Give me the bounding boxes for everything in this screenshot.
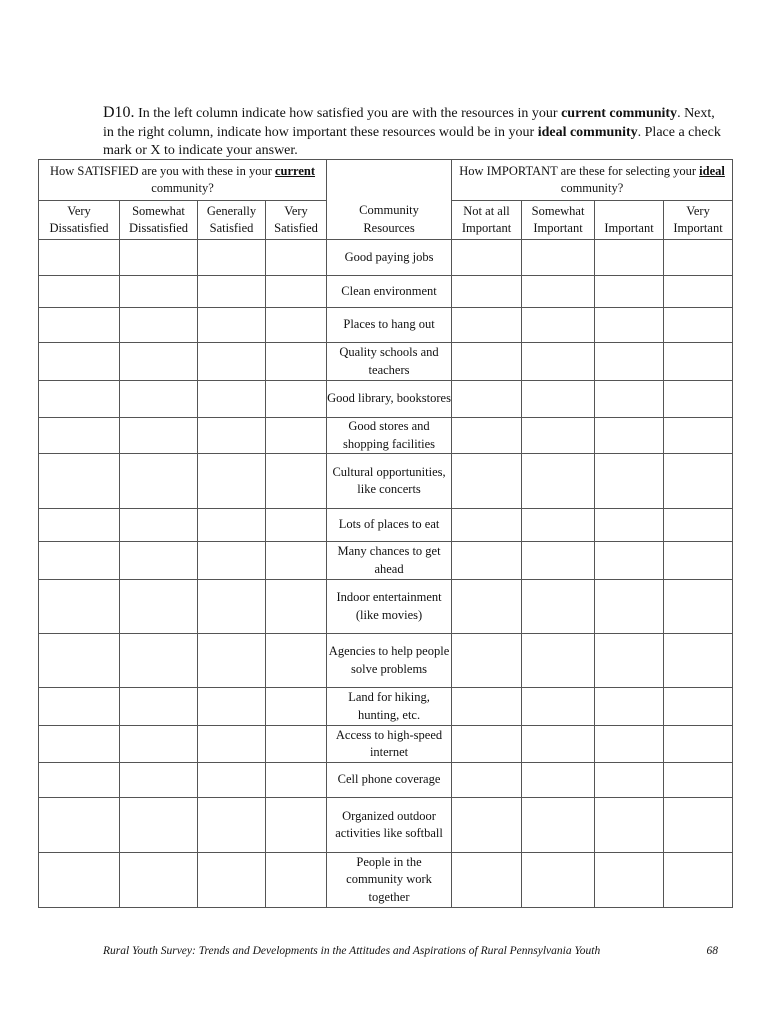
importance-answer-cell[interactable]	[595, 454, 664, 509]
importance-answer-cell[interactable]	[595, 276, 664, 308]
importance-answer-cell[interactable]	[522, 308, 595, 343]
importance-answer-cell[interactable]	[595, 509, 664, 542]
table-row	[39, 454, 733, 509]
satisfaction-answer-cell[interactable]	[39, 853, 120, 908]
community-resource-label: Clean environment	[327, 276, 452, 308]
importance-answer-cell[interactable]	[452, 634, 522, 688]
table-row	[39, 381, 733, 418]
importance-answer-cell[interactable]	[664, 240, 733, 276]
community-resource-label: Organized outdoor activities like softball	[327, 798, 452, 853]
importance-answer-cell[interactable]	[452, 509, 522, 542]
importance-answer-cell[interactable]	[522, 634, 595, 688]
satisfaction-answer-cell[interactable]	[120, 509, 198, 542]
satisfaction-answer-cell[interactable]	[39, 634, 120, 688]
importance-answer-cell[interactable]	[664, 509, 733, 542]
satisfaction-column-header: Very Dissatisfied	[39, 201, 120, 240]
satisfaction-answer-cell[interactable]	[39, 454, 120, 509]
importance-answer-cell[interactable]	[595, 798, 664, 853]
satisfaction-answer-cell[interactable]	[120, 798, 198, 853]
community-resource-label: Good library, bookstores	[327, 381, 452, 418]
community-resource-label: Cell phone coverage	[327, 763, 452, 798]
page-footer	[103, 945, 718, 957]
importance-answer-cell[interactable]	[452, 726, 522, 763]
satisfaction-answer-cell[interactable]	[39, 580, 120, 634]
satisfaction-answer-cell[interactable]	[266, 763, 327, 798]
satisfaction-answer-cell[interactable]	[266, 580, 327, 634]
importance-answer-cell[interactable]	[664, 798, 733, 853]
table-row	[39, 308, 733, 343]
satisfied-group-header: How SATISFIED are you with these in your current community?	[39, 160, 327, 201]
importance-answer-cell[interactable]	[522, 726, 595, 763]
importance-answer-cell[interactable]	[522, 853, 595, 908]
satisfaction-answer-cell[interactable]	[198, 308, 266, 343]
importance-answer-cell[interactable]	[522, 343, 595, 381]
importance-answer-cell[interactable]	[664, 276, 733, 308]
importance-column-header: Not at all Important	[452, 201, 522, 240]
importance-answer-cell[interactable]	[452, 418, 522, 454]
importance-answer-cell[interactable]	[452, 580, 522, 634]
community-resource-label: Good stores and shopping facilities	[327, 418, 452, 454]
satisfaction-answer-cell[interactable]	[198, 688, 266, 726]
community-resource-label: Agencies to help people solve problems	[327, 634, 452, 688]
table-row	[39, 853, 733, 908]
satisfaction-answer-cell[interactable]	[120, 726, 198, 763]
satisfaction-answer-cell[interactable]	[120, 454, 198, 509]
table-row	[39, 343, 733, 381]
community-resource-label: Indoor entertainment (like movies)	[327, 580, 452, 634]
importance-answer-cell[interactable]	[595, 580, 664, 634]
importance-answer-cell[interactable]	[452, 542, 522, 580]
community-resource-label: Cultural opportunities, like concerts	[327, 454, 452, 509]
importance-column-header: Very Important	[664, 201, 733, 240]
table-row	[39, 580, 733, 634]
importance-answer-cell[interactable]	[522, 798, 595, 853]
satisfaction-answer-cell[interactable]	[198, 634, 266, 688]
importance-answer-cell[interactable]	[595, 542, 664, 580]
satisfaction-answer-cell[interactable]	[198, 240, 266, 276]
importance-answer-cell[interactable]	[522, 580, 595, 634]
community-resource-label: Many chances to get ahead	[327, 542, 452, 580]
satisfaction-answer-cell[interactable]	[120, 634, 198, 688]
satisfaction-column-header: Generally Satisfied	[198, 201, 266, 240]
satisfaction-answer-cell[interactable]	[39, 343, 120, 381]
satisfaction-answer-cell[interactable]	[39, 276, 120, 308]
importance-answer-cell[interactable]	[664, 634, 733, 688]
importance-answer-cell[interactable]	[664, 343, 733, 381]
importance-answer-cell[interactable]	[452, 798, 522, 853]
satisfaction-answer-cell[interactable]	[39, 542, 120, 580]
importance-answer-cell[interactable]	[595, 634, 664, 688]
question-number: D10.	[103, 104, 135, 121]
importance-answer-cell[interactable]	[452, 276, 522, 308]
importance-answer-cell[interactable]	[664, 580, 733, 634]
satisfaction-answer-cell[interactable]	[39, 308, 120, 343]
importance-answer-cell[interactable]	[595, 308, 664, 343]
importance-answer-cell[interactable]	[664, 381, 733, 418]
satisfaction-answer-cell[interactable]	[120, 418, 198, 454]
satisfaction-answer-cell[interactable]	[120, 308, 198, 343]
satisfaction-answer-cell[interactable]	[39, 240, 120, 276]
importance-answer-cell[interactable]	[595, 688, 664, 726]
survey-table	[38, 159, 733, 908]
table-row	[39, 688, 733, 726]
satisfaction-answer-cell[interactable]	[198, 542, 266, 580]
importance-answer-cell[interactable]	[595, 343, 664, 381]
satisfaction-answer-cell[interactable]	[120, 276, 198, 308]
satisfaction-column-header: Somewhat Dissatisfied	[120, 201, 198, 240]
importance-answer-cell[interactable]	[595, 726, 664, 763]
satisfaction-answer-cell[interactable]	[120, 853, 198, 908]
question-text: D10. In the left column indicate how satisfied you are with the resources in your current community. Next, in the right column, indicate how important these resources would be in your ideal community. Place a check mark or X to indicate your answer.	[103, 104, 721, 158]
satisfaction-answer-cell[interactable]	[198, 580, 266, 634]
table-row	[39, 240, 733, 276]
satisfaction-answer-cell[interactable]	[120, 343, 198, 381]
footer-title: Rural Youth Survey: Trends and Developments in the Attitudes and Aspirations of Rural Pennsylvania Youth	[103, 945, 601, 957]
importance-answer-cell[interactable]	[664, 454, 733, 509]
satisfaction-answer-cell[interactable]	[266, 343, 327, 381]
table-row	[39, 634, 733, 688]
community-resource-label: Lots of places to eat	[327, 509, 452, 542]
satisfaction-answer-cell[interactable]	[198, 853, 266, 908]
satisfaction-answer-cell[interactable]	[39, 763, 120, 798]
page-number: 68	[706, 945, 718, 957]
satisfaction-answer-cell[interactable]	[266, 634, 327, 688]
importance-column-header: Important	[595, 201, 664, 240]
satisfaction-answer-cell[interactable]	[266, 276, 327, 308]
satisfaction-answer-cell[interactable]	[198, 509, 266, 542]
importance-answer-cell[interactable]	[522, 418, 595, 454]
community-resource-label: Places to hang out	[327, 308, 452, 343]
satisfaction-answer-cell[interactable]	[39, 509, 120, 542]
table-row	[39, 763, 733, 798]
satisfaction-answer-cell[interactable]	[198, 763, 266, 798]
ideal-community-emphasis: ideal community	[537, 124, 638, 140]
importance-answer-cell[interactable]	[595, 418, 664, 454]
importance-answer-cell[interactable]	[595, 763, 664, 798]
importance-answer-cell[interactable]	[452, 763, 522, 798]
importance-answer-cell[interactable]	[452, 381, 522, 418]
importance-answer-cell[interactable]	[664, 542, 733, 580]
satisfaction-answer-cell[interactable]	[120, 542, 198, 580]
satisfaction-answer-cell[interactable]	[198, 418, 266, 454]
community-resource-label: People in the community work together	[327, 853, 452, 908]
importance-answer-cell[interactable]	[595, 240, 664, 276]
importance-answer-cell[interactable]	[452, 688, 522, 726]
satisfaction-answer-cell[interactable]	[120, 688, 198, 726]
satisfaction-answer-cell[interactable]	[198, 454, 266, 509]
current-community-emphasis: current community	[561, 106, 678, 121]
importance-answer-cell[interactable]	[522, 454, 595, 509]
satisfaction-column-header: Very Satisfied	[266, 201, 327, 240]
importance-answer-cell[interactable]	[522, 688, 595, 726]
importance-answer-cell[interactable]	[595, 381, 664, 418]
importance-answer-cell[interactable]	[522, 509, 595, 542]
satisfaction-answer-cell[interactable]	[120, 240, 198, 276]
satisfaction-answer-cell[interactable]	[266, 509, 327, 542]
importance-answer-cell[interactable]	[522, 276, 595, 308]
satisfaction-answer-cell[interactable]	[39, 798, 120, 853]
satisfaction-answer-cell[interactable]	[39, 688, 120, 726]
satisfaction-answer-cell[interactable]	[266, 308, 327, 343]
satisfaction-answer-cell[interactable]	[266, 726, 327, 763]
importance-answer-cell[interactable]	[452, 853, 522, 908]
satisfaction-answer-cell[interactable]	[198, 343, 266, 381]
satisfaction-answer-cell[interactable]	[120, 381, 198, 418]
importance-answer-cell[interactable]	[664, 308, 733, 343]
importance-answer-cell[interactable]	[522, 381, 595, 418]
satisfaction-answer-cell[interactable]	[198, 726, 266, 763]
community-resource-label: Land for hiking, hunting, etc.	[327, 688, 452, 726]
importance-answer-cell[interactable]	[664, 853, 733, 908]
satisfaction-answer-cell[interactable]	[266, 418, 327, 454]
importance-answer-cell[interactable]	[664, 418, 733, 454]
satisfaction-answer-cell[interactable]	[266, 454, 327, 509]
satisfaction-answer-cell[interactable]	[198, 276, 266, 308]
important-group-header: How IMPORTANT are these for selecting your ideal community?	[452, 160, 733, 201]
importance-answer-cell[interactable]	[452, 454, 522, 509]
importance-answer-cell[interactable]	[522, 763, 595, 798]
satisfaction-answer-cell[interactable]	[266, 853, 327, 908]
importance-answer-cell[interactable]	[452, 308, 522, 343]
satisfaction-answer-cell[interactable]	[266, 798, 327, 853]
satisfaction-answer-cell[interactable]	[266, 240, 327, 276]
satisfaction-answer-cell[interactable]	[266, 542, 327, 580]
satisfaction-answer-cell[interactable]	[39, 381, 120, 418]
community-resource-label: Quality schools and teachers	[327, 343, 452, 381]
importance-answer-cell[interactable]	[452, 343, 522, 381]
satisfaction-answer-cell[interactable]	[198, 798, 266, 853]
table-row	[39, 726, 733, 763]
importance-answer-cell[interactable]	[664, 726, 733, 763]
table-row	[39, 509, 733, 542]
importance-answer-cell[interactable]	[452, 240, 522, 276]
importance-answer-cell[interactable]	[664, 688, 733, 726]
community-resources-header: Community Resources	[327, 160, 452, 240]
table-row	[39, 418, 733, 454]
importance-column-header: Somewhat Important	[522, 201, 595, 240]
satisfaction-answer-cell[interactable]	[198, 381, 266, 418]
satisfaction-answer-cell[interactable]	[120, 763, 198, 798]
importance-answer-cell[interactable]	[664, 763, 733, 798]
satisfaction-answer-cell[interactable]	[39, 418, 120, 454]
importance-answer-cell[interactable]	[595, 853, 664, 908]
satisfaction-answer-cell[interactable]	[39, 726, 120, 763]
community-resource-label: Good paying jobs	[327, 240, 452, 276]
importance-answer-cell[interactable]	[522, 240, 595, 276]
satisfaction-answer-cell[interactable]	[266, 381, 327, 418]
satisfaction-answer-cell[interactable]	[266, 688, 327, 726]
table-row	[39, 276, 733, 308]
table-row	[39, 798, 733, 853]
table-row	[39, 542, 733, 580]
satisfaction-answer-cell[interactable]	[120, 580, 198, 634]
community-resource-label: Access to high-speed internet	[327, 726, 452, 763]
importance-answer-cell[interactable]	[522, 542, 595, 580]
